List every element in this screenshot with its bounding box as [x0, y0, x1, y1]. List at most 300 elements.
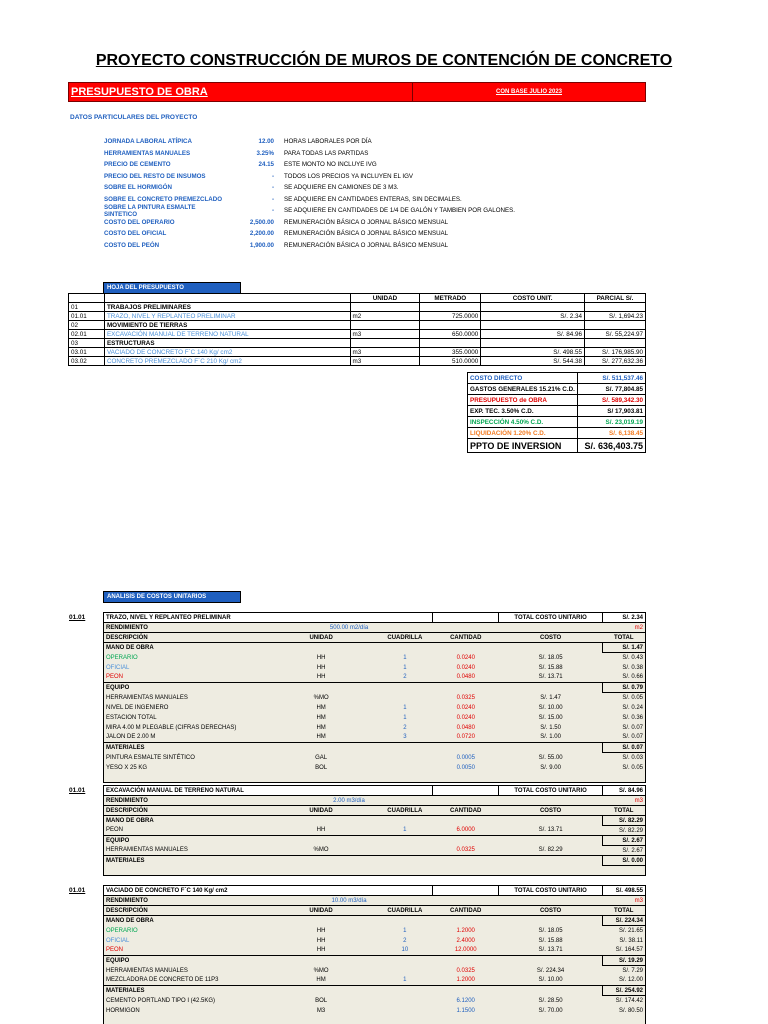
apu-title-row: [104, 886, 646, 896]
apu-total-label: TOTAL COSTO UNITARIO: [499, 786, 603, 796]
apu-end-row: [104, 1016, 646, 1024]
apu-section-total: S/. 224.34: [603, 916, 646, 926]
apu-item-total: S/. 38.11: [619, 937, 643, 944]
apu-item-unit: BOL: [315, 997, 328, 1004]
budget-qty: [420, 321, 481, 330]
apu-tab[interactable]: ANALISIS DE COSTOS UNITARIOS: [103, 591, 241, 603]
apu-item-unit: HH: [316, 674, 326, 681]
budget-cost: [481, 339, 585, 348]
summary-label: GASTOS GENERALES 15.21% C.D.: [468, 384, 578, 395]
summary-row: [468, 406, 646, 417]
apu-spacer: [433, 613, 499, 623]
budget-header-row: [69, 294, 646, 303]
apu-item-total: S/. 0.24: [622, 704, 643, 711]
apu-item-cantidad: 0.0050: [456, 764, 475, 771]
param-row: [104, 182, 564, 194]
budget-desc: VACIADO DE CONCRETO F´C 140 Kg/ cm2: [104, 348, 350, 357]
apu-item-cuadrilla: 1: [403, 977, 407, 984]
param-desc: HORAS LABORALES POR DÍA: [284, 138, 372, 146]
apu-item-cuadrilla: 1: [403, 704, 407, 711]
param-desc: REMUNERACIÓN BÁSICA O JORNAL BÁSICO MENSUAL: [284, 230, 449, 238]
apu-item-desc: HERRAMIENTAS MANUALES: [106, 967, 188, 974]
apu-item-cuadrilla: 2: [403, 937, 407, 944]
apu-col-unidad: UNIDAD: [265, 806, 377, 816]
apu-section-row: [104, 956, 646, 966]
budget-sheet-tab[interactable]: HOJA DEL PRESUPUESTO: [103, 282, 241, 294]
apu-item-unit: HH: [316, 654, 326, 661]
budget-row: [69, 357, 646, 366]
param-value: 1,900.00: [249, 241, 274, 249]
param-desc: REMUNERACIÓN BÁSICA O JORNAL BÁSICO MENSUAL: [284, 218, 449, 226]
summary-value: S/ 17,903.81: [577, 406, 645, 417]
budget-partial: S/. 1,694.23: [585, 312, 646, 321]
apu-item-cuadrilla: 1: [403, 654, 407, 661]
budget-code: 02.01: [69, 330, 105, 339]
budget-summary: [467, 372, 646, 453]
apu-item-unit: HH: [316, 937, 326, 944]
param-value: 24.15: [258, 161, 274, 169]
budget-cost: S/. 544.38: [481, 357, 585, 366]
apu-item-total: S/. 12.00: [618, 977, 643, 984]
apu-item-total: S/. 0.66: [622, 674, 643, 681]
apu-item-unit: HH: [316, 664, 326, 671]
apu-item-desc: OFICIAL: [106, 664, 130, 671]
apu-section-row: [104, 986, 646, 996]
apu-section-row: [104, 836, 646, 846]
apu-section-row: [104, 916, 646, 926]
budget-row: [69, 312, 646, 321]
apu-item-costo: S/. 10.00: [538, 704, 563, 711]
apu-item-costo: S/. 70.00: [538, 1007, 563, 1014]
apu-section-total: S/. 0.00: [603, 856, 646, 866]
apu-item-cuadrilla: [377, 1006, 433, 1016]
apu-col-cuadrilla: CUADRILLA: [377, 906, 433, 916]
param-desc: ESTE MONTO NO INCLUYE IVG: [284, 161, 377, 169]
budget-code: 03.02: [69, 357, 105, 366]
apu-item-costo: S/. 18.05: [538, 654, 563, 661]
apu-item-unit: GAL: [315, 754, 328, 761]
summary-value: S/. 23,019.19: [577, 417, 645, 428]
apu-item-desc: MEZCLADORA DE CONCRETO DE 11P3: [106, 977, 219, 984]
budget-cost: [481, 303, 585, 312]
apu-item-desc: PINTURA ESMALTE SINTÉTICO: [106, 754, 195, 761]
param-row: [104, 240, 564, 252]
apu-name: TRAZO, NIVEL Y REPLANTEO PRELIMINAR: [104, 613, 433, 623]
apu-item-cantidad: 0.0325: [456, 847, 475, 854]
apu-item-costo: S/. 82.29: [538, 847, 563, 854]
apu-name: EXCAVACIÓN MANUAL DE TERRENO NATURAL: [104, 786, 433, 796]
budget-code: 02: [69, 321, 105, 330]
apu-item-total: S/. 0.07: [622, 734, 643, 741]
apu-item-costo: S/. 9.00: [540, 764, 561, 771]
apu-item-cantidad: 0.0480: [456, 724, 475, 731]
apu-item-costo: S/. 15.88: [538, 937, 563, 944]
apu-item-unit: HM: [316, 724, 326, 731]
budget-cost: S/. 84.96: [481, 330, 585, 339]
budget-unit: m3: [350, 348, 420, 357]
apu-section-label: MANO DE OBRA: [104, 643, 603, 653]
apu-rend-label: RENDIMIENTO: [106, 797, 148, 804]
apu-item-cuadrilla: 1: [403, 714, 407, 721]
apu-col-cuadrilla: CUADRILLA: [377, 633, 433, 643]
budget-unit: [350, 303, 420, 312]
apu-item-costo: S/. 10.00: [538, 977, 563, 984]
apu-item-unit: M3: [316, 1007, 326, 1014]
apu-section-total: S/. 2.67: [603, 836, 646, 846]
apu-section-total: S/. 82.29: [603, 816, 646, 826]
budget-unit: m3: [350, 330, 420, 339]
apu-section-total: S/. 0.07: [603, 743, 646, 753]
apu-end: [104, 773, 646, 783]
apu-item-row: [104, 966, 646, 976]
apu-item-unit: HM: [316, 704, 326, 711]
budget-desc: ESTRUCTURAS: [104, 339, 350, 348]
apu-item-row: [104, 926, 646, 936]
apu-item-desc: MIRA 4.00 M PLEGABLE (CIFRAS DERECHAS): [106, 724, 237, 731]
apu-section-label: EQUIPO: [104, 956, 603, 966]
apu-rend-label: RENDIMIENTO: [106, 897, 148, 904]
budget-base-date: CON BASE JULIO 2023: [495, 89, 563, 95]
apu-item-row: [104, 693, 646, 703]
budget-partial: [585, 303, 646, 312]
apu-col-total: TOTAL: [603, 906, 646, 916]
apu-item-cantidad: 12.0000: [454, 947, 477, 954]
budget-partial: [585, 339, 646, 348]
param-label: SOBRE EL CONCRETO PREMEZCLADO: [104, 195, 223, 203]
budget-row: [69, 348, 646, 357]
param-row: [104, 228, 564, 240]
summary-label: PPTO DE INVERSION: [468, 439, 578, 453]
param-row: [104, 159, 564, 171]
apu-item-costo: S/. 28.50: [538, 997, 563, 1004]
apu-item-cuadrilla: [377, 693, 433, 703]
budget-partial: [585, 321, 646, 330]
budget-unit: [350, 321, 420, 330]
apu-item-cantidad: 0.0240: [456, 664, 475, 671]
apu-item-cuadrilla: [377, 763, 433, 773]
apu-item-total: S/. 80.50: [618, 1007, 643, 1014]
apu-section-label: EQUIPO: [104, 683, 603, 693]
apu-item-cuadrilla: [377, 996, 433, 1006]
apu-header-row: [104, 806, 646, 816]
apu-item-costo: S/. 1.50: [540, 724, 561, 731]
apu-item-costo: S/. 18.05: [538, 927, 563, 934]
apu-end: [104, 866, 646, 876]
apu-item-desc: PEON: [106, 827, 124, 834]
apu-item-unit: HH: [316, 927, 326, 934]
param-label: SOBRE EL HORMIGÓN: [104, 184, 172, 192]
apu-item-desc: PEON: [106, 674, 124, 681]
apu-section-row: [104, 856, 646, 866]
summary-label: EXP. TEC. 3.50% C.D.: [468, 406, 578, 417]
apu-item-total: S/. 0.03: [622, 754, 643, 761]
apu-item-desc: HERRAMIENTAS MANUALES: [106, 694, 188, 701]
budget-row: [69, 330, 646, 339]
param-value: -: [271, 184, 274, 192]
budget-row: [69, 303, 646, 312]
apu-item-desc: NIVEL DE INGENIERO: [106, 704, 169, 711]
summary-value: S/. 511,537.46: [577, 373, 645, 384]
budget-cost: S/. 2.34: [481, 312, 585, 321]
apu-item-cuadrilla: 2: [403, 674, 407, 681]
apu-section-row: [104, 683, 646, 693]
apu-total-value: S/. 84.96: [603, 786, 646, 796]
apu-item-total: S/. 0.36: [622, 714, 643, 721]
apu-item-cantidad: 0.0240: [456, 654, 475, 661]
param-row: [104, 217, 564, 229]
apu-item-cantidad: 2.4000: [456, 937, 475, 944]
summary-label: COSTO DIRECTO: [468, 373, 578, 384]
apu-unit: m3: [634, 797, 643, 804]
apu-item-row: [104, 976, 646, 986]
apu-item-total: S/. 174.42: [615, 997, 643, 1004]
budget-partial: S/. 55,224.97: [585, 330, 646, 339]
budget-desc: EXCAVACIÓN MANUAL DE TERRENO NATURAL: [104, 330, 350, 339]
summary-value: S/. 77,804.85: [577, 384, 645, 395]
budget-partial: S/. 176,985.90: [585, 348, 646, 357]
summary-value: S/. 589,342.30: [577, 395, 645, 406]
apu-item-cantidad: 6.1200: [456, 997, 475, 1004]
apu-item-row: [104, 733, 646, 743]
apu-item-total: S/. 0.05: [622, 764, 643, 771]
apu-section-row: [104, 743, 646, 753]
apu-rend-value: 10.00 m3/día: [331, 897, 367, 904]
apu-item-cuadrilla: 1: [403, 927, 407, 934]
apu-item-total: S/. 0.38: [622, 664, 643, 671]
apu-item-cuadrilla: 1: [403, 827, 407, 834]
apu-item-costo: S/. 1.00: [540, 734, 561, 741]
apu-item-total: S/. 21.65: [618, 927, 643, 934]
param-row: [104, 136, 564, 148]
params-list: [104, 136, 564, 251]
apu3-table: [103, 885, 646, 1024]
apu2-table: [103, 785, 646, 876]
apu-section-label: MANO DE OBRA: [104, 816, 603, 826]
params-section-title: DATOS PARTICULARES DEL PROYECTO: [70, 114, 198, 121]
apu-item-unit: BOL: [315, 764, 328, 771]
apu-item-costo: S/. 13.71: [538, 947, 563, 954]
apu-header-row: [104, 906, 646, 916]
apu1-index: 01.01: [69, 614, 86, 621]
apu-item-cuadrilla: 3: [403, 734, 407, 741]
apu-item-cuadrilla: [377, 966, 433, 976]
apu-item-row: [104, 653, 646, 663]
apu-end: [104, 1016, 646, 1024]
apu-spacer: [433, 796, 499, 806]
param-row: [104, 205, 564, 217]
apu-title-row: [104, 786, 646, 796]
apu1-table: [103, 612, 646, 783]
budget-partial: S/. 277,632.36: [585, 357, 646, 366]
apu-item-cuadrilla: [377, 753, 433, 763]
apu-item-total: S/. 0.43: [622, 654, 643, 661]
summary-row: [468, 373, 646, 384]
budget-qty: [420, 303, 481, 312]
param-value: 12.00: [258, 138, 274, 146]
apu-item-desc: OPERARIO: [106, 927, 138, 934]
budget-code: 03: [69, 339, 105, 348]
param-label: COSTO DEL OPERARIO: [104, 218, 175, 226]
summary-row: [468, 384, 646, 395]
param-desc: SE ADQUIERE EN CANTIDADES DE 1/4 DE GALÓN Y TAMBIEN POR GALONES.: [284, 207, 515, 215]
apu-item-desc: HERRAMIENTAS MANUALES: [106, 847, 188, 854]
apu-col-costo: COSTO: [499, 806, 603, 816]
param-value: -: [271, 207, 274, 215]
apu-col-cantidad: CANTIDAD: [433, 806, 499, 816]
apu-col-costo: COSTO: [499, 906, 603, 916]
apu-item-row: [104, 663, 646, 673]
budget-unit: m3: [350, 357, 420, 366]
param-desc: REMUNERACIÓN BÁSICA O JORNAL BÁSICO MENSUAL: [284, 241, 449, 249]
apu-item-row: [104, 713, 646, 723]
apu-section-label: MATERIALES: [104, 743, 603, 753]
summary-value: S/. 6,138.45: [577, 428, 645, 439]
apu-item-desc: JALON DE 2.00 M: [106, 734, 156, 741]
apu-item-row: [104, 723, 646, 733]
summary-row: [468, 439, 646, 453]
apu-item-costo: S/. 13.71: [538, 827, 563, 834]
budget-header-title: PRESUPUESTO DE OBRA: [69, 83, 413, 101]
apu-item-cantidad: 0.0240: [456, 714, 475, 721]
apu-item-costo: S/. 15.00: [538, 714, 563, 721]
summary-value: S/. 636,403.75: [577, 439, 645, 453]
apu-spacer: [433, 896, 499, 906]
param-label: JORNADA LABORAL ATÍPICA: [104, 138, 192, 146]
apu-item-unit: HH: [316, 947, 326, 954]
apu-section-total: S/. 254.92: [603, 986, 646, 996]
apu-item-cantidad: 1.1500: [456, 1007, 475, 1014]
apu-item-costo: S/. 15.88: [538, 664, 563, 671]
param-row: [104, 148, 564, 160]
budget-row: [69, 339, 646, 348]
budget-desc: CONCRETO PREMEZCLADO F´C 210 Kg/ cm2: [104, 357, 350, 366]
apu-item-unit: %MO: [313, 694, 329, 701]
apu-total-value: S/. 2.34: [603, 613, 646, 623]
apu-item-desc: PEON: [106, 947, 124, 954]
apu-rend-value: 500.00 m2/día: [329, 624, 369, 631]
apu-rend-row: [104, 623, 646, 633]
apu-col-costo: COSTO: [499, 633, 603, 643]
apu-col-desc: DESCRIPCIÓN: [104, 906, 266, 916]
param-desc: PARA TODAS LAS PARTIDAS: [284, 149, 369, 157]
apu-section-total: S/. 19.29: [603, 956, 646, 966]
param-label: PRECIO DE CEMENTO: [104, 161, 171, 169]
apu-col-unidad: UNIDAD: [265, 633, 377, 643]
budget-unit: m2: [350, 312, 420, 321]
param-label: PRECIO DEL RESTO DE INSUMOS: [104, 172, 206, 180]
apu-item-cantidad: 0.0325: [456, 694, 475, 701]
apu-section-row: [104, 816, 646, 826]
apu-item-total: S/. 0.05: [622, 694, 643, 701]
apu-item-row: [104, 673, 646, 683]
param-label: SOBRE LA PINTURA ESMALTE SINTETICO: [104, 203, 196, 218]
apu-item-cuadrilla: 2: [403, 724, 407, 731]
apu-section-total: S/. 0.79: [603, 683, 646, 693]
apu-section-row: [104, 643, 646, 653]
budget-unit: [350, 339, 420, 348]
budget-header-bar: [68, 82, 646, 102]
apu-title-row: [104, 613, 646, 623]
apu3-index: 01.01: [69, 887, 86, 894]
apu-item-desc: OPERARIO: [106, 654, 138, 661]
summary-label: LIQUIDACIÓN 1.20% C.D.: [468, 428, 578, 439]
apu-item-cantidad: 0.0720: [456, 734, 475, 741]
apu-item-total: S/. 2.67: [622, 847, 643, 854]
budget-cost: S/. 498.55: [481, 348, 585, 357]
apu-item-cantidad: 0.0480: [456, 674, 475, 681]
apu-item-cantidad: 1.2000: [456, 927, 475, 934]
summary-row: [468, 428, 646, 439]
apu-col-cantidad: CANTIDAD: [433, 633, 499, 643]
apu-item-row: [104, 946, 646, 956]
param-label: COSTO DEL PEÓN: [104, 241, 160, 249]
col-costo-unit: COSTO UNIT.: [481, 294, 585, 303]
apu-item-costo: S/. 1.47: [540, 694, 561, 701]
apu-item-desc: ESTACION TOTAL: [106, 714, 157, 721]
apu-item-row: [104, 763, 646, 773]
apu-item-unit: HM: [316, 977, 326, 984]
apu-item-cuadrilla: [377, 846, 433, 856]
apu-item-unit: HM: [316, 734, 326, 741]
apu-item-costo: S/. 55.00: [538, 754, 563, 761]
apu-rend-row: [104, 796, 646, 806]
apu-section-total: S/. 1.47: [603, 643, 646, 653]
col-parcial: PARCIAL S/.: [585, 294, 646, 303]
col-metrado: METRADO: [420, 294, 481, 303]
apu-section-label: MATERIALES: [104, 986, 603, 996]
param-label: HERRAMIENTAS MANUALES: [104, 149, 191, 157]
apu2-index: 01.01: [69, 787, 86, 794]
apu-item-cantidad: 6.0000: [456, 827, 475, 834]
apu-unit: m3: [634, 897, 643, 904]
budget-code: 01.01: [69, 312, 105, 321]
apu-spacer: [433, 786, 499, 796]
apu-name: VACIADO DE CONCRETO F´C 140 Kg/ cm2: [104, 886, 433, 896]
apu-item-row: [104, 1006, 646, 1016]
budget-code: 03.01: [69, 348, 105, 357]
apu-col-total: TOTAL: [603, 806, 646, 816]
apu-item-row: [104, 753, 646, 763]
summary-label: INSPECCIÓN 4.50% C.D.: [468, 417, 578, 428]
summary-row: [468, 395, 646, 406]
apu-item-total: S/. 7.29: [622, 967, 643, 974]
param-desc: SE ADQUIERE EN CAMIONES DE 3 M3.: [284, 184, 399, 192]
apu-item-unit: HH: [316, 827, 326, 834]
apu-item-desc: CEMENTO PORTLAND TIPO I (42.5KG): [106, 997, 216, 1004]
document-title: PROYECTO CONSTRUCCIÓN DE MUROS DE CONTENCIÓN DE CONCRETO: [95, 52, 673, 69]
apu-col-desc: DESCRIPCIÓN: [104, 806, 266, 816]
apu-item-row: [104, 703, 646, 713]
apu-item-cantidad: 0.0325: [456, 967, 475, 974]
budget-desc: MOVIMIENTO DE TIERRAS: [104, 321, 350, 330]
budget-qty: 650.0000: [420, 330, 481, 339]
apu-col-desc: DESCRIPCIÓN: [104, 633, 266, 643]
apu-item-cuadrilla: 1: [403, 664, 407, 671]
apu-header-row: [104, 633, 646, 643]
apu-item-row: [104, 936, 646, 946]
apu-rend-row: [104, 896, 646, 906]
apu-item-costo: S/. 13.71: [538, 674, 563, 681]
apu-total-label: TOTAL COSTO UNITARIO: [499, 613, 603, 623]
param-value: -: [271, 172, 274, 180]
param-value: 2,500.00: [249, 218, 274, 226]
summary-label: PRESUPUESTO de OBRA: [468, 395, 578, 406]
apu-item-row: [104, 996, 646, 1006]
budget-code: 01: [69, 303, 105, 312]
apu-item-unit: HM: [316, 714, 326, 721]
param-value: 3.25%: [256, 149, 274, 157]
param-value: 2,200.00: [249, 230, 274, 238]
